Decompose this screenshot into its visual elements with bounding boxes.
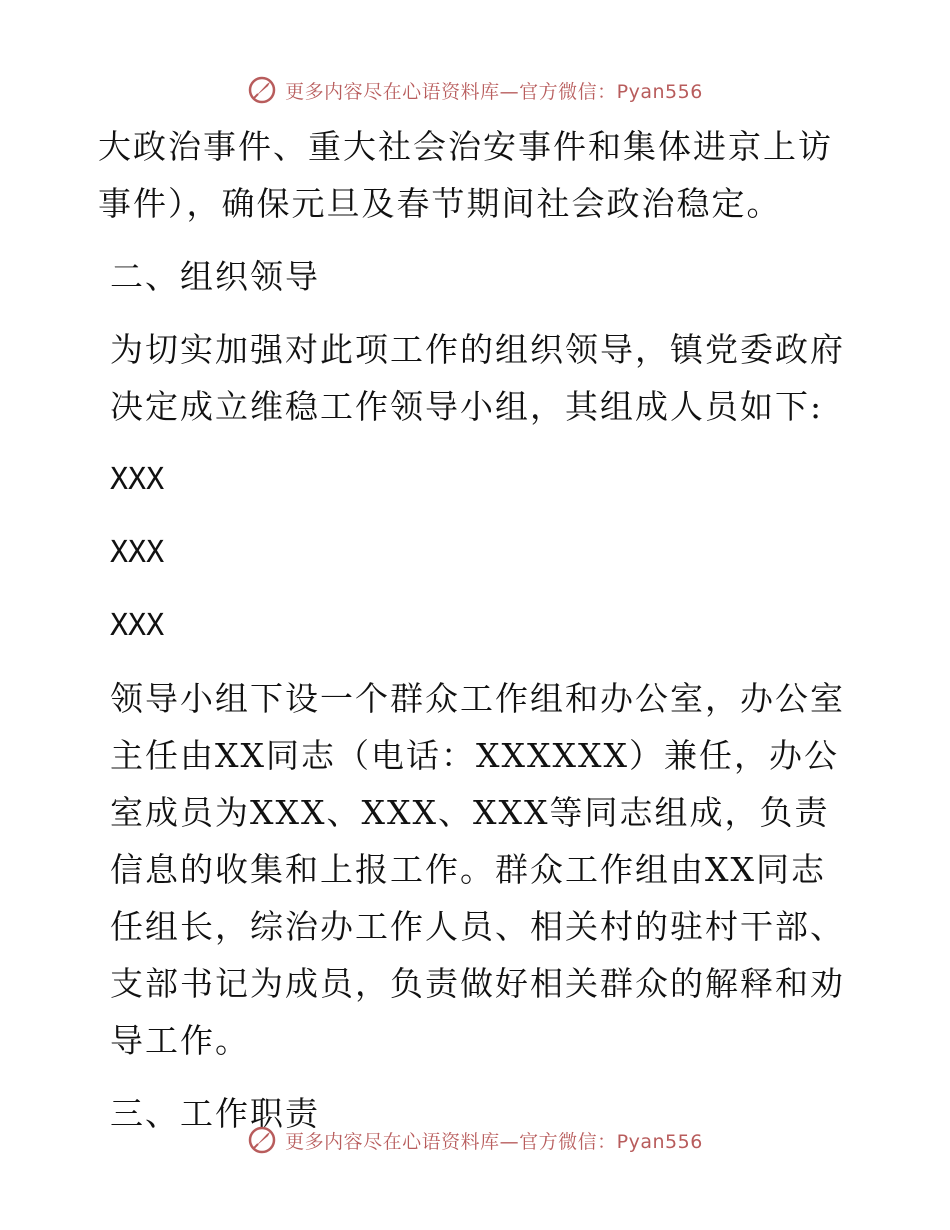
document-body bbox=[98, 118, 858, 1142]
watermark-text: 更多内容尽在心语资料库—官方微信：Pyan556 bbox=[285, 1130, 703, 1153]
paragraph-2: 为切实加强对此项工作的组织领导，镇党委政府决定成立维稳工作领导小组，其组成人员如下: bbox=[110, 330, 845, 426]
section-heading-3: 三、工作职责 bbox=[110, 1094, 320, 1133]
quill-logo-icon bbox=[247, 75, 277, 105]
member-2: XXX bbox=[110, 535, 165, 570]
watermark-text: 更多内容尽在心语资料库—官方微信：Pyan556 bbox=[285, 80, 703, 103]
watermark-footer bbox=[0, 1120, 950, 1160]
quill-logo-icon bbox=[247, 1125, 277, 1155]
paragraph-3: 领导小组下设一个群众工作组和办公室，办公室主任由XX同志（电话：XXXXXX）兼任，办公室成员为XXX、XXX、XXX等同志组成，负责信息的收集和上报工作。群众工作组由XX同志任组长，综治办工作人员、相关村的驻村干部、支部书记为成员，负责做好相关群众的解释和劝导工作。 bbox=[110, 679, 845, 1060]
section-heading-2: 二、组织领导 bbox=[110, 257, 320, 296]
paragraph-1: 大政治事件、重大社会治安事件和集体进京上访事件），确保元旦及春节期间社会政治稳定。 bbox=[98, 127, 833, 223]
watermark-header bbox=[0, 70, 950, 110]
member-3: XXX bbox=[110, 608, 165, 643]
member-1: XXX bbox=[110, 462, 165, 497]
